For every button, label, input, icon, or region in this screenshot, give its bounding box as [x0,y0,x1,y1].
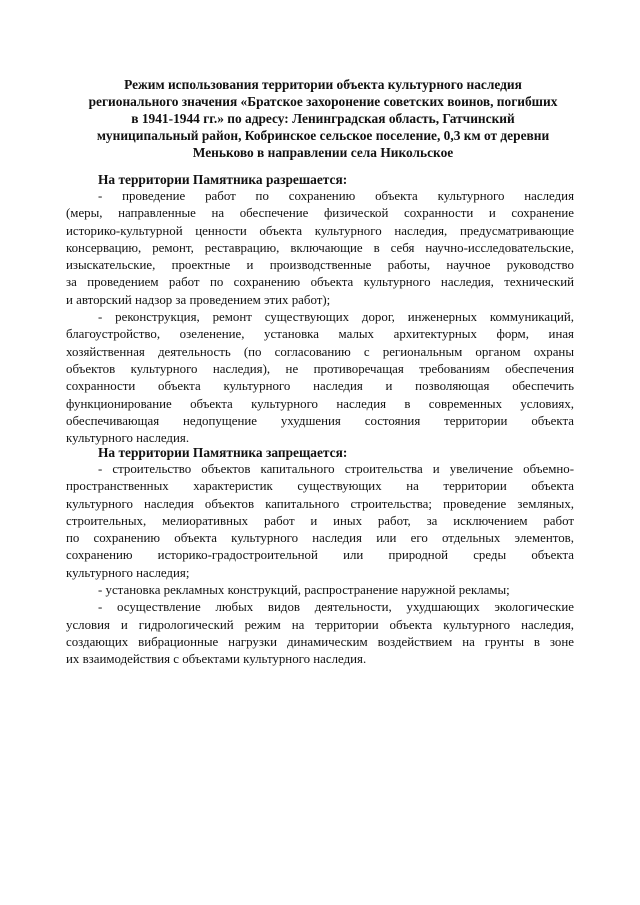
text-line: создающих вибрационные нагрузки динамическим воздействием на грунты в зоне [66,634,574,649]
text-line: объектов культурного наследия), не противоречащая требованиям обеспечения [66,361,574,376]
text-line: за проведением работ по сохранению объекта культурного наследия, технический [66,275,574,290]
text-line: культурного наследия. [66,431,190,446]
text-line: функционирование объекта культурного наследия в современных условиях, [66,396,574,411]
text-line: консервацию, ремонт, реставрацию, включающие в себя научно-исследовательские, [66,240,574,255]
text-line: - строительство объектов капитального строительства и увеличение объемно- [98,462,574,476]
text-line: строительных, мелиоративных работ и иных работ, за исключением работ [66,513,574,528]
title-line: в 1941-1944 гг.» по адресу: Ленинградская область, Гатчинский [131,111,515,126]
text-line: историко-культурной ценности объекта культурного наследия, предусматривающие [66,223,574,238]
text-line: изыскательские, проектные и производственные работы, научное руководство [66,258,574,273]
text-line: - реконструкция, ремонт существующих дорог, инженерных коммуникаций, [98,310,574,325]
text-line: - проведение работ по сохранению объекта культурного наследия [98,189,574,203]
text-line: культурного наследия объектов капитального строительства; проведение земляных, [66,496,574,511]
text-line: по сохранению объекта культурного наследия или его отдельных элементов, [66,531,574,546]
permitted-heading: На территории Памятника разрешается: [98,172,348,187]
text-line: и авторский надзор за проведением этих работ); [66,292,331,307]
permitted-section-body [66,188,574,447]
title-line: регионального значения «Братское захоронение советских воинов, погибших [88,94,558,109]
text-line: благоустройство, озеленение, установка малых архитектурных форм, иная [66,327,574,342]
title-line: муниципальный район, Кобринское сельское поселение, 0,3 км от деревни [96,128,550,143]
text-line: - установка рекламных конструкций, распространение наружной рекламы; [98,583,510,598]
text-line: обеспечивающая недопущение ухудшения состояния территории объекта [66,413,574,428]
text-line: - осуществление любых видов деятельности, ухудшающих экологические [98,600,574,615]
prohibited-section-body [66,461,574,669]
text-line: хозяйственная деятельность (по согласованию с региональным органом охраны [66,344,574,359]
text-line: пространственных характеристик существующих на территории объекта [66,479,574,494]
text-line: условия и гидрологический режим на территории объекта культурного наследия, [66,617,574,632]
text-line: сохранению историко-градостроительной или природной среды объекта [66,548,574,563]
title-line: Режим использования территории объекта культурного наследия [124,77,522,92]
text-line: (меры, направленные на обеспечение физической сохранности и сохранение [66,206,574,221]
text-line: культурного наследия; [66,565,190,580]
text-line: сохранности объекта культурного наследия и позволяющая обеспечить [66,379,574,394]
title-line: Меньково в направлении села Никольское [192,145,454,160]
prohibited-heading: На территории Памятника запрещается: [98,445,348,460]
text-line: их взаимодействия с объектами культурного наследия. [66,652,367,667]
document-title [70,76,576,161]
